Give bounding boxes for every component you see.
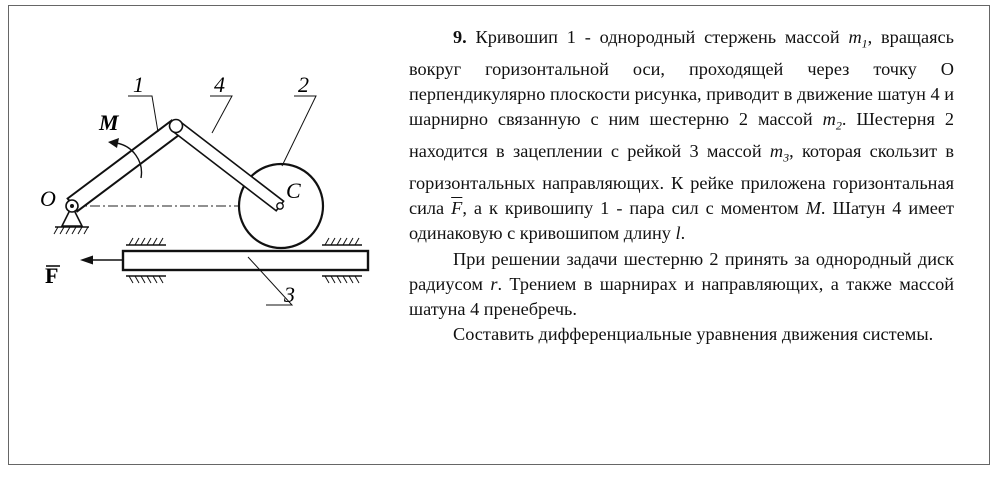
guide-bottom-left bbox=[126, 276, 166, 283]
guide-top-left bbox=[126, 238, 166, 245]
joint-crank-rod bbox=[170, 120, 183, 133]
p1-part-e: , а к кривошипу 1 - пара сил с моментом bbox=[462, 198, 806, 219]
p1-part-c: . Шестерня 2 находится в зацеплении с рейкой 3 массой bbox=[409, 109, 954, 162]
joint-c bbox=[277, 203, 283, 209]
p1-part-g: . bbox=[680, 223, 686, 244]
label-c: C bbox=[286, 178, 301, 203]
paragraph-1 bbox=[409, 25, 954, 247]
symbol-l: l bbox=[675, 223, 681, 244]
rack-3 bbox=[123, 251, 368, 270]
p2-part-a: При решении задачи шестерню 2 принять за однородный диск радиусом bbox=[409, 248, 954, 294]
problem-number: 9. bbox=[453, 27, 467, 47]
label-2: 2 bbox=[298, 72, 309, 97]
symbol-m2: $m_2$ bbox=[822, 109, 842, 133]
symbol-r: r bbox=[490, 273, 498, 294]
mechanism-figure bbox=[30, 55, 380, 325]
force-f-arrow bbox=[80, 256, 123, 265]
symbol-f: $\overline{F}$ bbox=[451, 198, 463, 219]
label-3: 3 bbox=[284, 282, 295, 307]
label-4: 4 bbox=[214, 72, 225, 97]
guide-bottom-right bbox=[322, 276, 362, 283]
paragraph-2 bbox=[409, 247, 954, 323]
p1-part-d: , которая скользит в горизонтальных направляющих. К рейке приложена горизонтальная сила bbox=[409, 141, 954, 219]
p1-part-a: Кривошип 1 - однородный стержень массой bbox=[475, 27, 849, 47]
symbol-m3: $m_3$ bbox=[769, 141, 790, 165]
crank-1 bbox=[68, 121, 182, 212]
label-o: O bbox=[40, 186, 56, 211]
symbol-m1: $m_1$ bbox=[848, 27, 868, 51]
label-m: M bbox=[99, 110, 119, 135]
symbol-m: M bbox=[805, 198, 821, 219]
label-1: 1 bbox=[133, 72, 144, 97]
p1-part-b: , вращаясь вокруг горизонтальной оси, проходящей через точку О перпендикулярно плоскости рисунка, приводит в движение шатун 4 и шарнирно связанную с ним шестерню 2 массой bbox=[409, 27, 954, 130]
p2-part-b: . Трением в шарнирах и направляющих, а также массой шатуна 4 пренебречь. bbox=[409, 273, 954, 319]
label-f: F bbox=[45, 263, 59, 288]
guide-top-right bbox=[322, 238, 362, 245]
paragraph-3: Составить дифференциальные уравнения движения системы. bbox=[453, 324, 934, 345]
problem-text bbox=[409, 25, 954, 347]
p1-part-f: . Шатун 4 имеет одинаковую с кривошипом длину bbox=[409, 198, 954, 244]
joint-o-center bbox=[70, 204, 74, 208]
